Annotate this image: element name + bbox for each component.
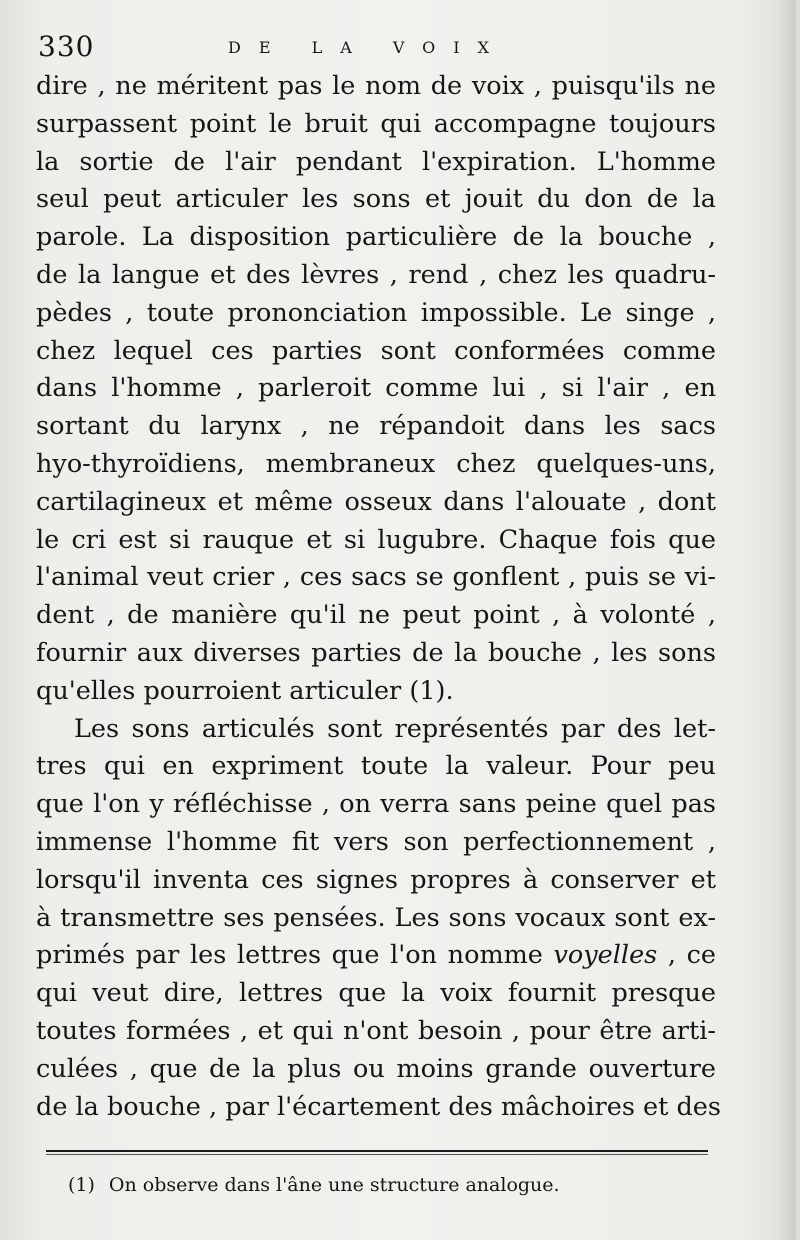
- text-line: fournir aux diverses parties de la bouche , les sons: [36, 637, 716, 668]
- text-line: le cri est si rauque et si lugubre. Chaque fois que: [36, 524, 716, 555]
- text-line: toutes formées , et qui n'ont besoin , pour être arti-: [36, 1015, 716, 1046]
- running-title: DE LA VOIX: [228, 38, 507, 57]
- page-number: 330: [38, 30, 95, 63]
- text-line: tres qui en expriment toute la valeur. Pour peu: [36, 751, 716, 782]
- text-line: lorsqu'il inventa ces signes propres à conserver et: [36, 864, 716, 895]
- text-line: sortant du larynx , ne répandoit dans les sacs: [36, 411, 716, 442]
- text-line: immense l'homme fit vers son perfectionnement ,: [36, 826, 716, 857]
- text-line: qui veut dire, lettres que la voix fournit presque: [36, 978, 716, 1009]
- text-line: qu'elles pourroient articuler (1).: [36, 675, 454, 706]
- text-line: pèdes , toute prononciation impossible. Le singe ,: [36, 297, 716, 328]
- text-line: dans l'homme , parleroit comme lui , si l'air , en: [36, 373, 716, 404]
- footnote-text: On observe dans l'âne une structure analogue.: [108, 1174, 560, 1196]
- page-edge-shadow: [778, 0, 796, 1240]
- footnote-rule-thin: [46, 1154, 708, 1155]
- running-head: [38, 30, 758, 70]
- text-line: à transmettre ses pensées. Les sons vocaux sont ex-: [36, 902, 716, 933]
- text-line: que l'on y réfléchisse , on verra sans peine quel pas: [36, 789, 716, 820]
- text-line: chez lequel ces parties sont conformées comme: [36, 335, 716, 366]
- text-line: primés par les lettres que l'on nomme voyelles , ce: [36, 940, 716, 971]
- text-line: cartilagineux et même osseux dans l'alouate , dont: [36, 486, 716, 517]
- text-line: dent , de manière qu'il ne peut point , à volonté ,: [36, 600, 716, 631]
- text-line: surpassent point le bruit qui accompagne toujours: [36, 108, 716, 139]
- footnote-rule: [46, 1150, 708, 1152]
- text-line: dire , ne méritent pas le nom de voix , puisqu'ils ne: [36, 71, 716, 101]
- text-line: seul peut articuler les sons et jouit du don de la: [36, 184, 716, 215]
- text-line: la sortie de l'air pendant l'expiration. L'homme: [36, 146, 716, 177]
- text-line: de la bouche , par l'écartement des mâchoires et des: [36, 1091, 721, 1122]
- text-line: hyo-thyroïdiens, membraneux chez quelques-uns,: [36, 448, 716, 479]
- text-line: de la langue et des lèvres , rend , chez les quadru-: [36, 259, 716, 290]
- text-line: parole. La disposition particulière de la bouche ,: [36, 222, 716, 253]
- text-line: culées , que de la plus ou moins grande ouverture: [36, 1053, 716, 1084]
- footnote: [68, 1172, 708, 1198]
- body-text: [36, 68, 721, 1126]
- text-line: l'animal veut crier , ces sacs se gonflent , puis se vi-: [36, 562, 716, 593]
- footnote-marker: (1): [68, 1174, 95, 1196]
- italic-term: voyelles: [553, 940, 658, 971]
- text-line: Les sons articulés sont représentés par des let-: [74, 713, 716, 744]
